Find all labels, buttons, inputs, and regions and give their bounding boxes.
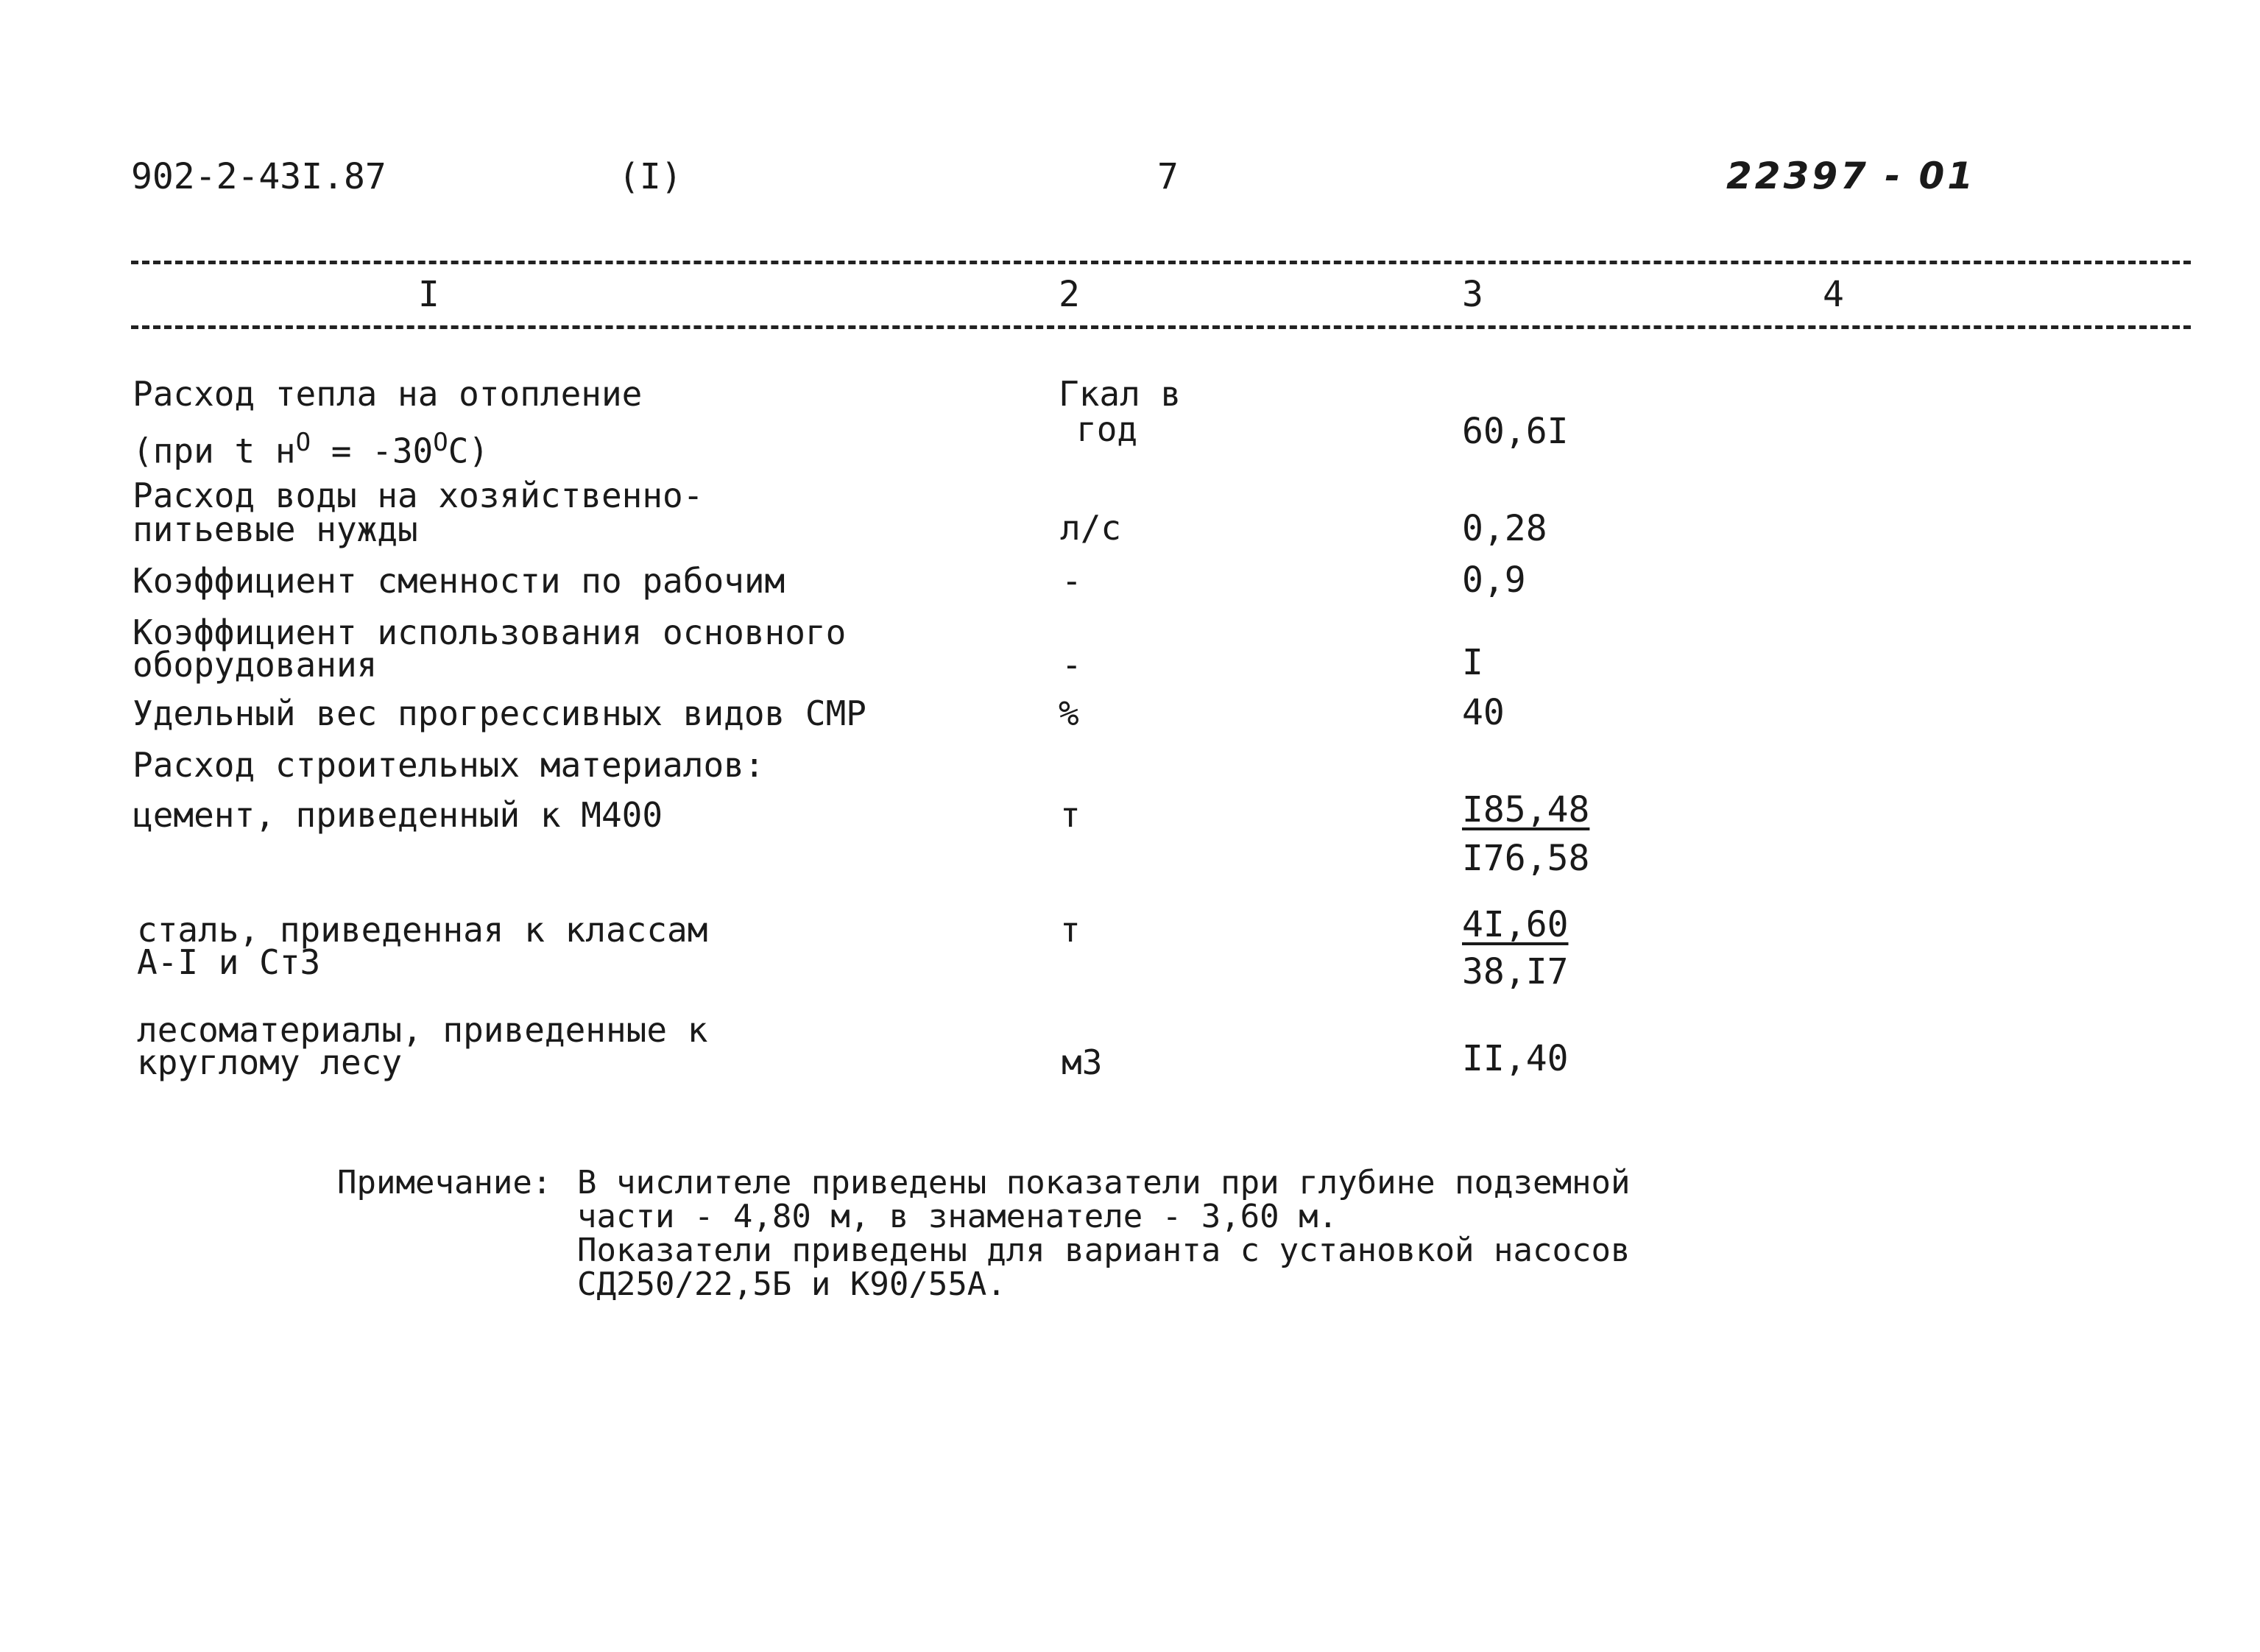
row-cement-value-denominator: I76,58 bbox=[1462, 838, 1590, 879]
table-header-rule bbox=[131, 325, 2191, 329]
row-heat-value: 60,6I bbox=[1462, 411, 1569, 452]
row-equipment-label-line2: оборудования bbox=[133, 645, 378, 685]
note-line-3: Показатели приведены для варианта с установкой насосов bbox=[577, 1232, 1631, 1269]
row-timber-value: II,40 bbox=[1462, 1038, 1569, 1079]
row-steel-unit: т bbox=[1060, 910, 1081, 950]
row-heat-label-line1: Расход тепла на отопление bbox=[133, 374, 643, 414]
row-progressive-unit: % bbox=[1059, 693, 1079, 733]
row-cement-label: цемент, приведенный к М400 bbox=[133, 795, 663, 835]
row-timber-label-line1: лесоматериалы, приведенные к bbox=[137, 1010, 708, 1050]
row-timber-unit: м3 bbox=[1062, 1042, 1103, 1082]
row-shift-value: 0,9 bbox=[1462, 560, 1526, 601]
note-line-2: части - 4,80 м, в знаменателе - 3,60 м. bbox=[577, 1198, 1338, 1235]
column-header-4: 4 bbox=[1823, 274, 1844, 315]
row-steel-label-line2: А-I и Ст3 bbox=[137, 942, 321, 982]
page-number: 7 bbox=[1157, 156, 1179, 197]
row-shift-unit: - bbox=[1062, 561, 1082, 601]
row-cement-unit: т bbox=[1060, 795, 1081, 835]
note-label: Примечание: bbox=[337, 1164, 552, 1201]
row-timber-label-line2: круглому лесу bbox=[137, 1042, 403, 1082]
column-header-3: 3 bbox=[1462, 274, 1483, 315]
note-line-1: В числителе приведены показатели при глубине подземной bbox=[577, 1164, 1631, 1201]
row-progressive-label: Удельный вес прогрессивных видов СМР bbox=[133, 693, 866, 733]
row-steel-label-line1: сталь, приведенная к классам bbox=[137, 910, 708, 950]
row-heat-unit-line2: год bbox=[1076, 409, 1138, 449]
row-water-value: 0,28 bbox=[1462, 508, 1547, 549]
note-line-4: СД250/22,5Б и К90/55А. bbox=[577, 1266, 1006, 1303]
document-part: (I) bbox=[618, 156, 682, 197]
column-header-1: I bbox=[418, 274, 439, 315]
table-top-rule bbox=[131, 261, 2191, 264]
row-equipment-unit: - bbox=[1062, 645, 1082, 685]
column-header-2: 2 bbox=[1059, 274, 1080, 315]
handwritten-stamp: 22397 - 01 bbox=[1726, 155, 1977, 197]
row-steel-value-denominator: 38,I7 bbox=[1462, 951, 1569, 992]
row-shift-label: Коэффициент сменности по рабочим bbox=[133, 561, 785, 601]
row-water-label-line2: питьевые нужды bbox=[133, 509, 418, 549]
row-equipment-label-line1: Коэффициент использования основного bbox=[133, 613, 847, 652]
document-number: 902-2-43I.87 bbox=[131, 156, 386, 197]
row-equipment-value: I bbox=[1462, 642, 1483, 683]
row-water-unit: л/с bbox=[1060, 508, 1122, 548]
row-heat-label-line2: (при t $н^О = -30^ОС$) bbox=[133, 428, 490, 471]
row-materials-heading: Расход строительных материалов: bbox=[133, 745, 765, 785]
row-heat-unit-line1: Гкал в bbox=[1059, 374, 1182, 414]
row-steel-value-numerator: 4I,60 bbox=[1462, 904, 1569, 945]
row-water-label-line1: Расход воды на хозяйственно- bbox=[133, 476, 704, 515]
row-cement-value-numerator: I85,48 bbox=[1462, 789, 1590, 830]
row-progressive-value: 40 bbox=[1462, 692, 1505, 733]
